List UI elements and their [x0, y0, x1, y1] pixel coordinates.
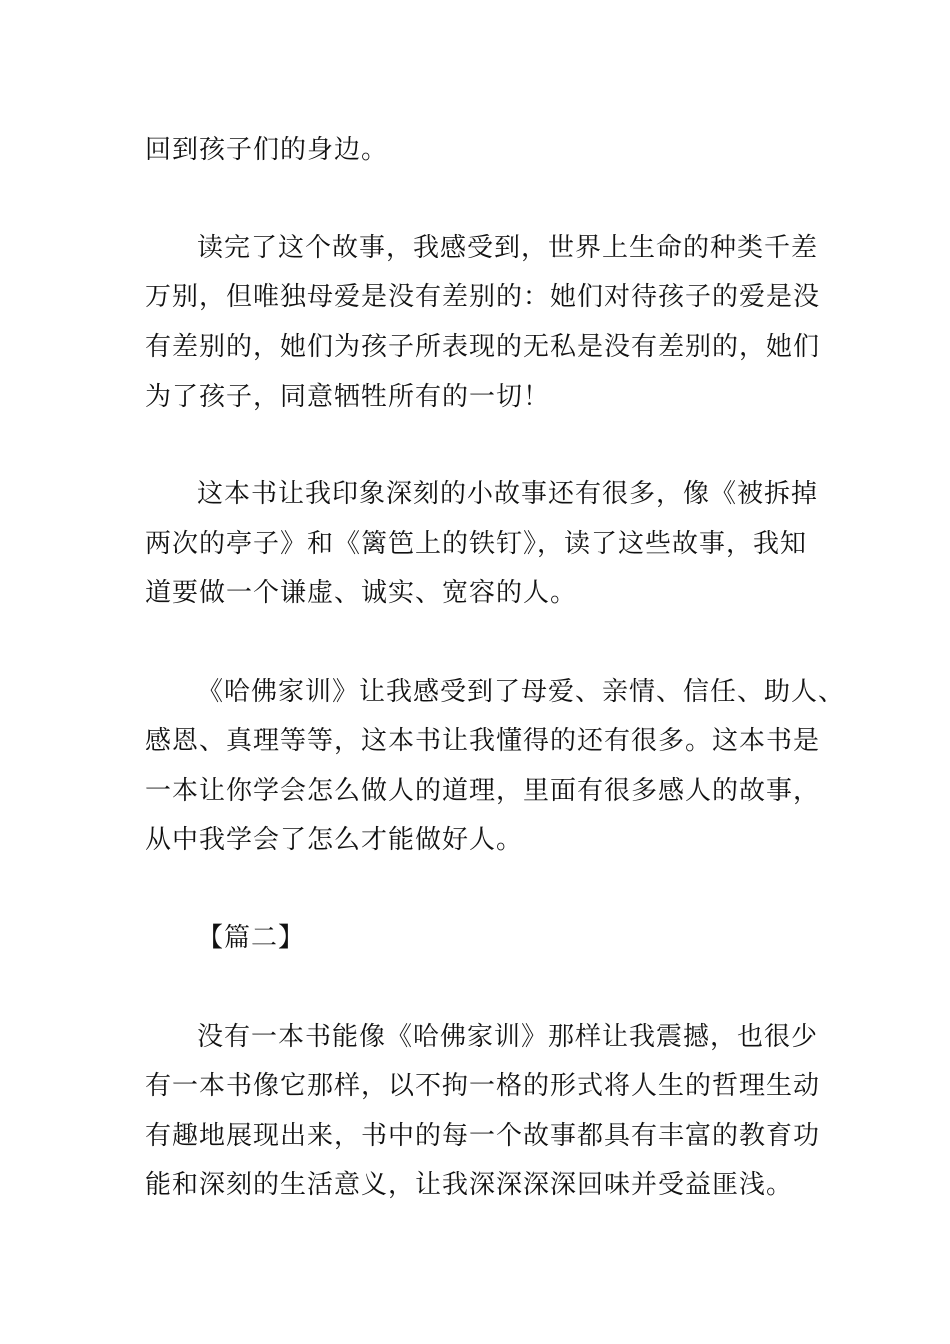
- text-line: 道要做一个谦虚、诚实、宽容的人。: [145, 578, 578, 608]
- text-line: 一本让你学会怎么做人的道理，里面有很多感人的故事，: [145, 776, 821, 806]
- text-line: 回到孩子们的身边。: [145, 135, 389, 165]
- text-line: 能和深刻的生活意义，让我深深深深回味并受益匪浅。: [145, 1170, 794, 1200]
- text-line: 两次的亭子》和《篱笆上的铁钉》，读了这些故事，我知: [145, 529, 808, 559]
- text-line: 从中我学会了怎么才能做好人。: [145, 825, 524, 855]
- text-line: 为了孩子，同意牺牲所有的一切！: [145, 382, 551, 412]
- section-heading: 【篇二】: [197, 923, 306, 953]
- text-line: 这本书让我印象深刻的小故事还有很多，像《被拆掉: [197, 479, 819, 509]
- text-line: 有差别的，她们为孩子所表现的无私是没有差别的，她们: [145, 332, 821, 362]
- text-line: 万别，但唯独母爱是没有差别的：她们对待孩子的爱是没: [145, 282, 821, 312]
- text-line: 有趣地展现出来，书中的每一个故事都具有丰富的教育功: [145, 1121, 821, 1151]
- text-line: 《哈佛家训》让我感受到了母爱、亲情、信任、助人、: [197, 677, 846, 707]
- text-line: 感恩、真理等等，这本书让我懂得的还有很多。这本书是: [145, 726, 821, 756]
- text-line: 没有一本书能像《哈佛家训》那样让我震撼，也很少: [197, 1022, 819, 1052]
- text-line: 读完了这个故事，我感受到，世界上生命的种类千差: [197, 233, 819, 263]
- text-line: 有一本书像它那样，以不拘一格的形式将人生的哲理生动: [145, 1071, 821, 1101]
